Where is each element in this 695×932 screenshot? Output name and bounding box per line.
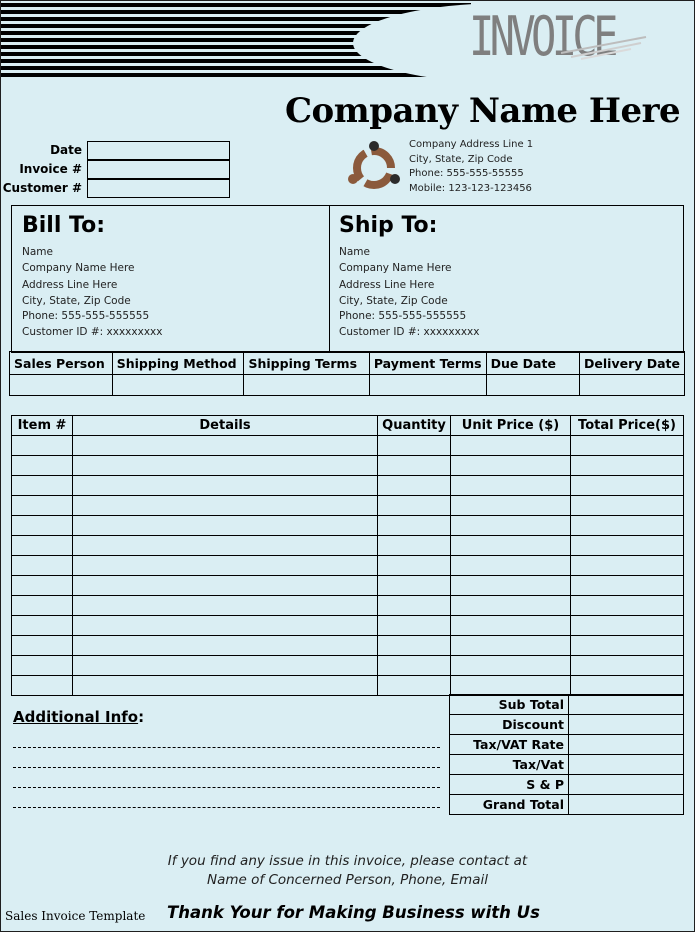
bill-to-line: Customer ID #: xxxxxxxxx <box>22 326 163 338</box>
item-number-cell[interactable] <box>12 616 73 636</box>
quantity-cell[interactable] <box>378 456 451 476</box>
company-mobile: Mobile: 123-123-123456 <box>409 183 532 194</box>
items-body <box>12 436 684 696</box>
bill-to-line: Phone: 555-555-555555 <box>22 310 150 322</box>
quantity-cell[interactable] <box>378 496 451 516</box>
total-price-cell[interactable] <box>571 676 684 696</box>
item-row <box>12 496 684 516</box>
additional-info-colon: : <box>138 708 145 726</box>
invoice-number-label: Invoice # <box>19 162 82 176</box>
item-number-cell[interactable] <box>12 636 73 656</box>
bill-to-line: Address Line Here <box>22 279 118 291</box>
item-number-cell[interactable] <box>12 456 73 476</box>
ship-to-line: Customer ID #: xxxxxxxxx <box>339 326 480 338</box>
item-row <box>12 656 684 676</box>
details-cell[interactable] <box>73 496 378 516</box>
quantity-cell[interactable] <box>378 476 451 496</box>
discount-value[interactable] <box>569 715 684 735</box>
footer-note-line2: Name of Concerned Person, Phone, Email <box>207 872 488 888</box>
item-number-cell[interactable] <box>12 656 73 676</box>
grand-total-value[interactable] <box>569 795 684 815</box>
item-number-cell[interactable] <box>12 436 73 456</box>
item-row <box>12 456 684 476</box>
shipping-terms-cell[interactable] <box>244 375 369 396</box>
payment-terms-cell[interactable] <box>369 375 486 396</box>
total-price-cell[interactable] <box>571 516 684 536</box>
ship-to-line: Address Line Here <box>339 279 435 291</box>
template-label: Sales Invoice Template <box>5 909 146 923</box>
unit-price-cell[interactable] <box>451 576 571 596</box>
header-item-number: Item # <box>12 416 73 436</box>
sales-person-cell[interactable] <box>10 375 113 396</box>
customer-number-label: Customer # <box>2 181 82 195</box>
item-number-cell[interactable] <box>12 496 73 516</box>
thanks-message: Thank Your for Making Business with Us <box>167 903 540 922</box>
date-label: Date <box>50 143 82 157</box>
additional-info-line[interactable] <box>13 787 440 788</box>
shipping-info-table <box>9 351 685 396</box>
unit-price-cell[interactable] <box>451 436 571 456</box>
header-shipping-method: Shipping Method <box>112 352 244 375</box>
unit-price-cell[interactable] <box>451 536 571 556</box>
unit-price-cell[interactable] <box>451 456 571 476</box>
due-date-cell[interactable] <box>486 375 579 396</box>
bill-to-line: Name <box>22 246 53 258</box>
item-number-cell[interactable] <box>12 596 73 616</box>
date-field[interactable] <box>87 141 230 160</box>
company-name: Company Name Here <box>285 91 681 131</box>
item-row <box>12 596 684 616</box>
sp-label: S & P <box>450 775 569 795</box>
quantity-cell[interactable] <box>378 536 451 556</box>
item-row <box>12 536 684 556</box>
unit-price-cell[interactable] <box>451 636 571 656</box>
header-delivery-date: Delivery Date <box>580 352 685 375</box>
additional-info-label: Additional Info <box>13 708 139 726</box>
delivery-date-cell[interactable] <box>580 375 685 396</box>
tax-value[interactable] <box>569 755 684 775</box>
header-unit-price: Unit Price ($) <box>451 416 571 436</box>
total-price-cell[interactable] <box>571 656 684 676</box>
unit-price-cell[interactable] <box>451 556 571 576</box>
total-price-cell[interactable] <box>571 556 684 576</box>
total-price-cell[interactable] <box>571 456 684 476</box>
tax-rate-value[interactable] <box>569 735 684 755</box>
total-price-cell[interactable] <box>571 636 684 656</box>
unit-price-cell[interactable] <box>451 496 571 516</box>
details-cell[interactable] <box>73 456 378 476</box>
unit-price-cell[interactable] <box>451 676 571 696</box>
total-price-cell[interactable] <box>571 576 684 596</box>
company-address-line1: Company Address Line 1 <box>409 139 534 150</box>
ship-to-line: Company Name Here <box>339 262 452 274</box>
grand-total-label: Grand Total <box>450 795 569 815</box>
details-cell[interactable] <box>73 476 378 496</box>
details-cell[interactable] <box>73 596 378 616</box>
additional-info-line[interactable] <box>13 767 440 768</box>
item-number-cell[interactable] <box>12 676 73 696</box>
customer-number-field[interactable] <box>87 179 230 198</box>
ship-to-line: Name <box>339 246 370 258</box>
quantity-cell[interactable] <box>378 676 451 696</box>
item-number-cell[interactable] <box>12 576 73 596</box>
ship-to-line: Phone: 555-555-555555 <box>339 310 467 322</box>
quantity-cell[interactable] <box>378 636 451 656</box>
sp-value[interactable] <box>569 775 684 795</box>
details-cell[interactable] <box>73 576 378 596</box>
details-cell[interactable] <box>73 636 378 656</box>
details-cell[interactable] <box>73 436 378 456</box>
footer-note-line1: If you find any issue in this invoice, please contact at <box>167 853 528 869</box>
totals-table <box>449 694 684 815</box>
item-row <box>12 616 684 636</box>
additional-info-line[interactable] <box>13 747 440 748</box>
quantity-cell[interactable] <box>378 556 451 576</box>
discount-label: Discount <box>450 715 569 735</box>
quantity-cell[interactable] <box>378 596 451 616</box>
additional-info-line[interactable] <box>13 807 440 808</box>
unit-price-cell[interactable] <box>451 476 571 496</box>
invoice-number-field[interactable] <box>87 160 230 179</box>
unit-price-cell[interactable] <box>451 516 571 536</box>
subtotal-label: Sub Total <box>450 695 569 715</box>
ship-to-line: City, State, Zip Code <box>339 295 448 307</box>
tax-label: Tax/Vat <box>450 755 569 775</box>
bill-to-title: Bill To: <box>22 213 106 238</box>
unit-price-cell[interactable] <box>451 596 571 616</box>
invoice-streaks-icon <box>561 31 651 61</box>
total-price-cell[interactable] <box>571 476 684 496</box>
quantity-cell[interactable] <box>378 656 451 676</box>
details-cell[interactable] <box>73 556 378 576</box>
total-price-cell[interactable] <box>571 496 684 516</box>
quantity-cell[interactable] <box>378 516 451 536</box>
details-cell[interactable] <box>73 616 378 636</box>
company-logo-icon <box>345 139 403 197</box>
shipping-method-cell[interactable] <box>112 375 244 396</box>
bill-ship-divider <box>329 205 330 351</box>
header-details: Details <box>73 416 378 436</box>
company-address-line2: City, State, Zip Code <box>409 154 513 165</box>
details-cell[interactable] <box>73 516 378 536</box>
quantity-cell[interactable] <box>378 436 451 456</box>
subtotal-value[interactable] <box>569 695 684 715</box>
quantity-cell[interactable] <box>378 616 451 636</box>
bill-to-line: Company Name Here <box>22 262 135 274</box>
item-row <box>12 676 684 696</box>
quantity-cell[interactable] <box>378 576 451 596</box>
unit-price-cell[interactable] <box>451 656 571 676</box>
total-price-cell[interactable] <box>571 596 684 616</box>
total-price-cell[interactable] <box>571 536 684 556</box>
item-number-cell[interactable] <box>12 536 73 556</box>
item-number-cell[interactable] <box>12 516 73 536</box>
ship-to-title: Ship To: <box>339 213 438 238</box>
items-table <box>11 415 684 696</box>
bill-to-line: City, State, Zip Code <box>22 295 131 307</box>
header-payment-terms: Payment Terms <box>369 352 486 375</box>
total-price-cell[interactable] <box>571 436 684 456</box>
item-row <box>12 576 684 596</box>
total-price-cell[interactable] <box>571 616 684 636</box>
item-row <box>12 636 684 656</box>
header-shipping-terms: Shipping Terms <box>244 352 369 375</box>
details-cell[interactable] <box>73 676 378 696</box>
company-phone: Phone: 555-555-55555 <box>409 168 524 179</box>
header-total-price: Total Price($) <box>571 416 684 436</box>
unit-price-cell[interactable] <box>451 616 571 636</box>
invoice-word: INVOICE <box>469 5 614 68</box>
item-number-cell[interactable] <box>12 556 73 576</box>
details-cell[interactable] <box>73 656 378 676</box>
item-row <box>12 556 684 576</box>
additional-info-title <box>13 708 144 726</box>
header-quantity: Quantity <box>378 416 451 436</box>
header-due-date: Due Date <box>486 352 579 375</box>
details-cell[interactable] <box>73 536 378 556</box>
tax-rate-label: Tax/VAT Rate <box>450 735 569 755</box>
item-row <box>12 476 684 496</box>
item-row <box>12 436 684 456</box>
item-row <box>12 516 684 536</box>
item-number-cell[interactable] <box>12 476 73 496</box>
header-sales-person: Sales Person <box>10 352 113 375</box>
